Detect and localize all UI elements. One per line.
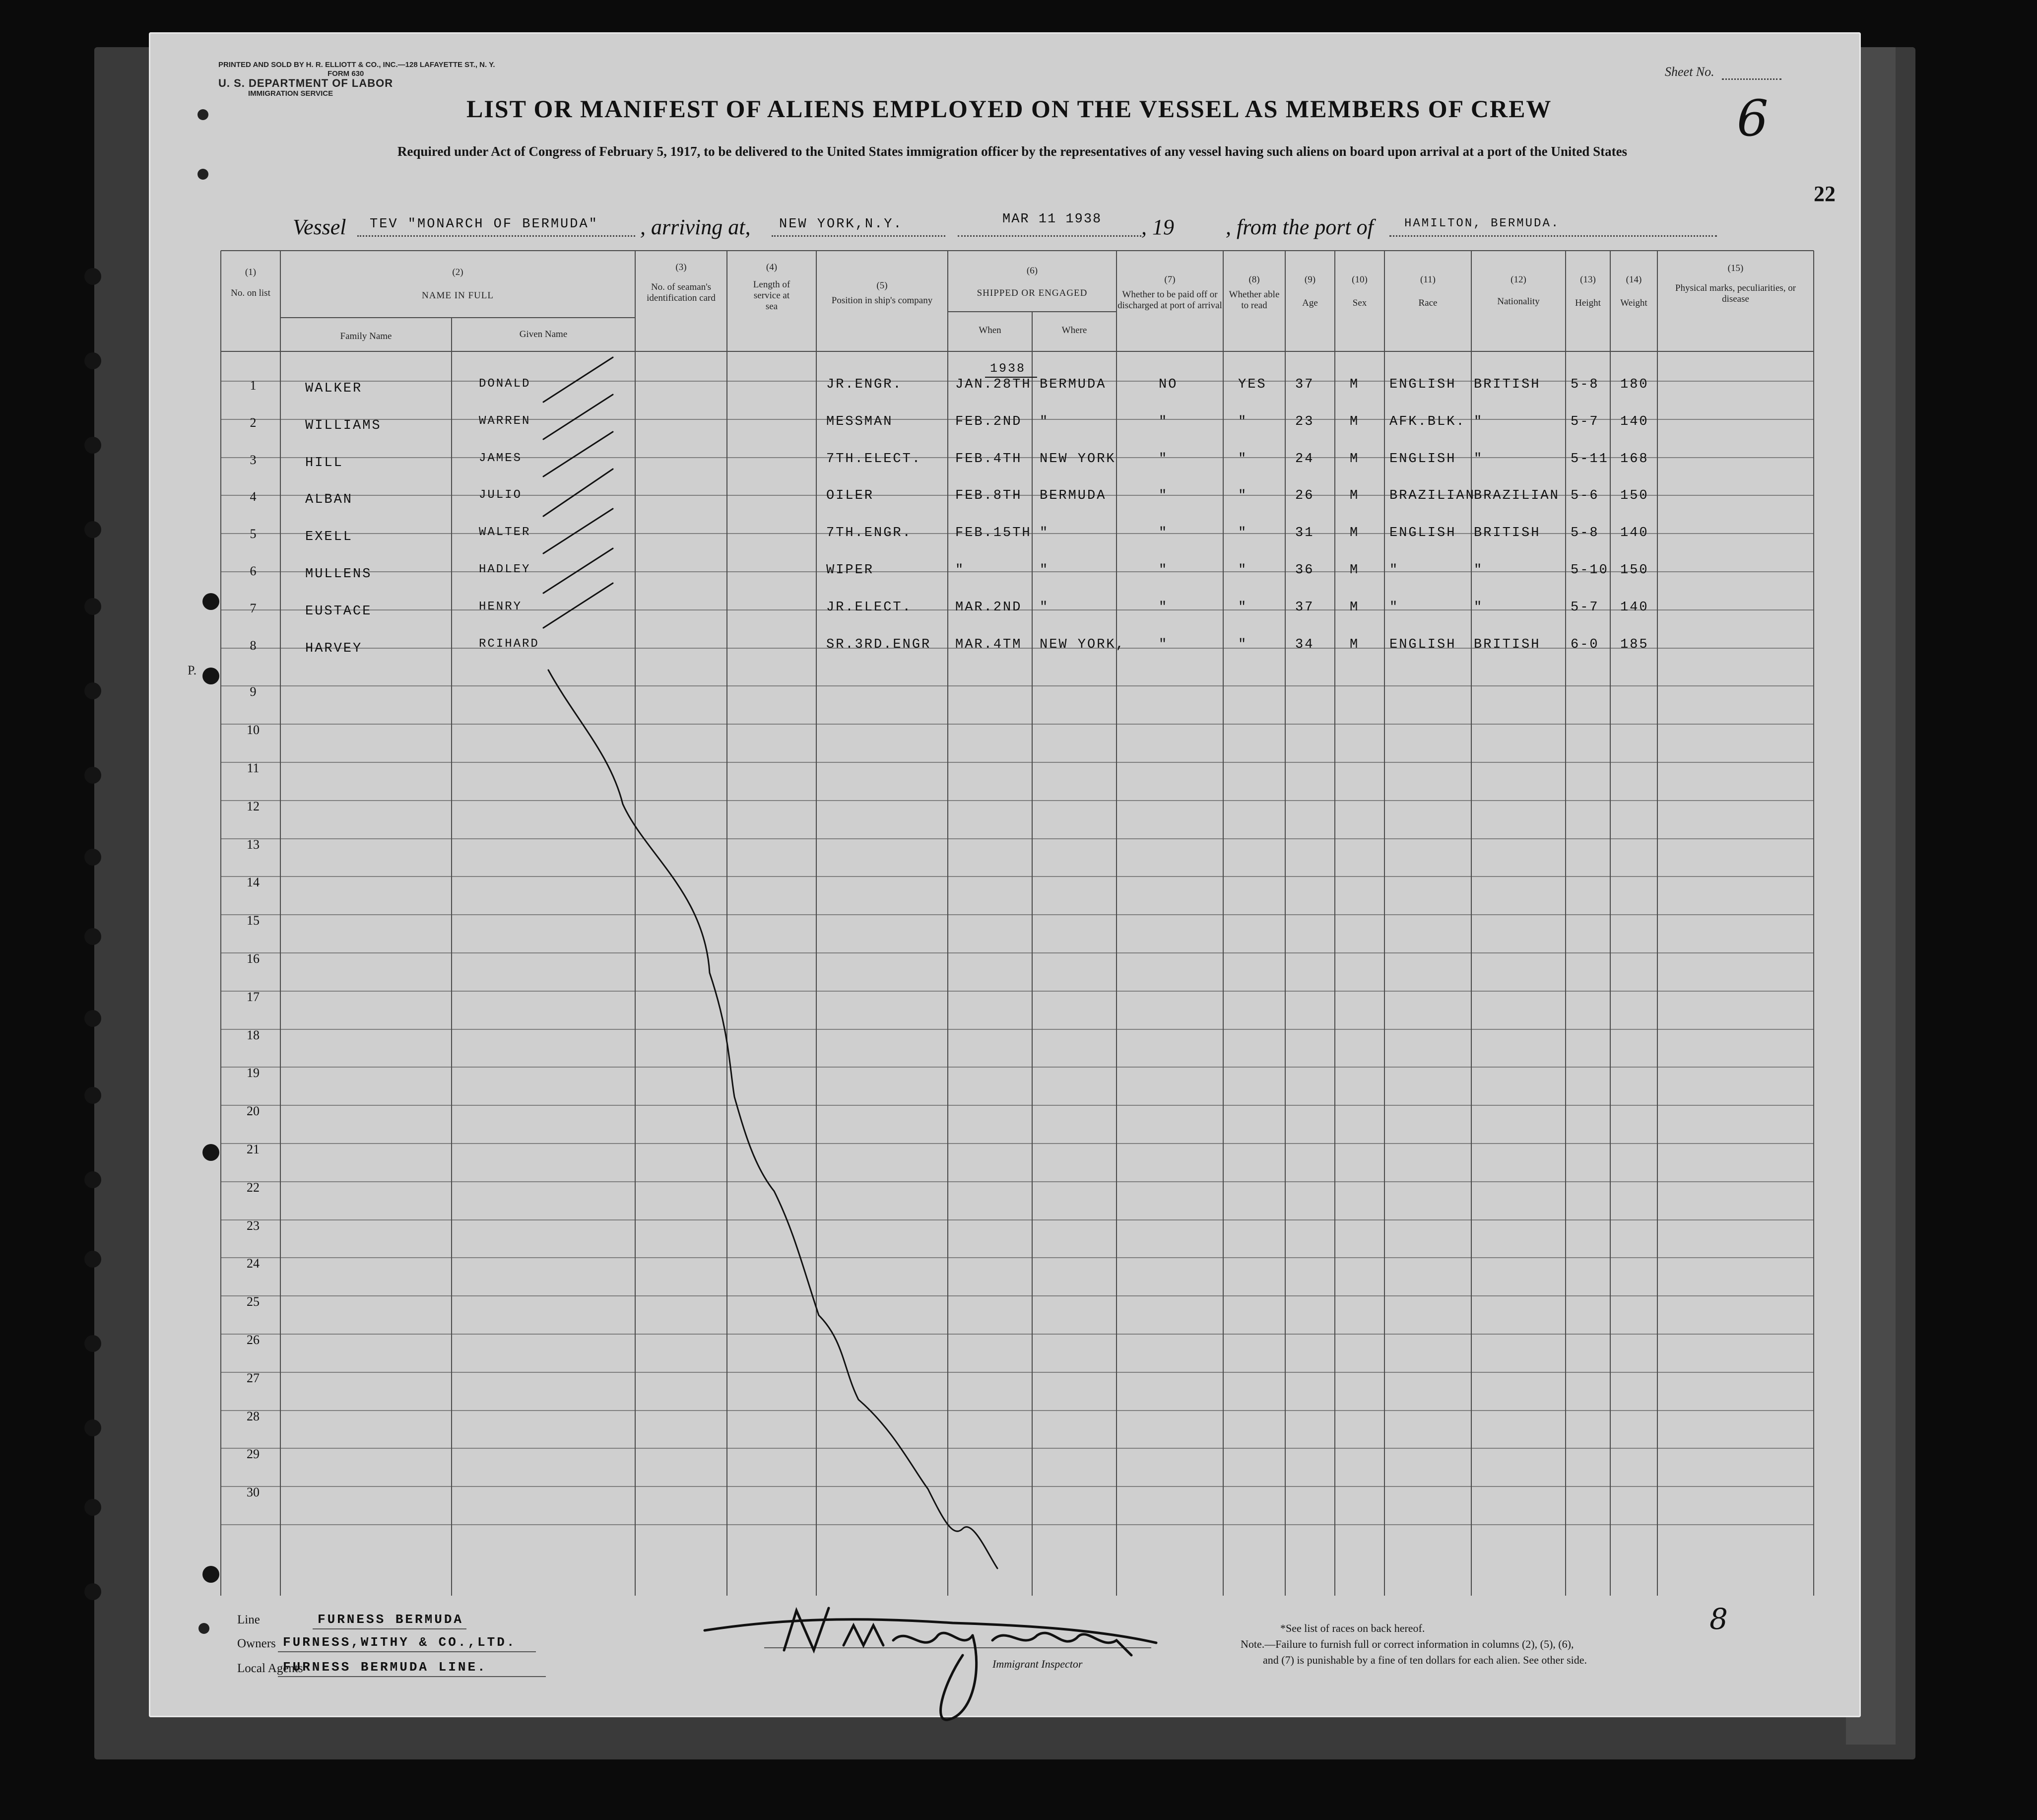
race-cell: ENGLISH — [1389, 526, 1456, 540]
line-value: FURNESS BERMUDA — [318, 1612, 464, 1627]
read-cell: " — [1238, 637, 1248, 652]
sheet-no-label: Sheet No. — [1665, 65, 1714, 79]
weight-cell: 140 — [1620, 600, 1649, 615]
read-cell: " — [1238, 600, 1248, 615]
age-cell: 31 — [1295, 526, 1314, 540]
age-cell: 24 — [1295, 452, 1314, 467]
read-cell: " — [1238, 563, 1248, 578]
penalty-note-2: and (7) is punishable by a fine of ten dollars for each alien. See other side. — [1263, 1654, 1587, 1666]
race-cell: " — [1389, 563, 1399, 578]
given-name: DONALD — [479, 377, 531, 391]
row-number: 21 — [247, 1142, 260, 1156]
row-number: 14 — [247, 875, 260, 889]
col-11-number: (11) — [1420, 274, 1436, 285]
height-cell: 6-0 — [1571, 637, 1599, 652]
when-cell: " — [955, 563, 965, 578]
col-2-number: (2) — [452, 267, 463, 277]
race-cell: ENGLISH — [1389, 377, 1456, 392]
sex-cell: M — [1350, 452, 1360, 467]
where-cell: NEW YORK — [1040, 452, 1116, 467]
family-name: ALBAN — [305, 492, 353, 507]
row-number: 6 — [250, 564, 257, 578]
col-7-number: (7) — [1164, 274, 1176, 285]
read-cell: " — [1238, 526, 1248, 540]
given-name: HENRY — [479, 600, 523, 613]
family-name: WALKER — [305, 381, 363, 396]
col-6a-header: When — [979, 325, 1001, 336]
sex-cell: M — [1350, 414, 1360, 429]
departure-port: HAMILTON, BERMUDA. — [1404, 217, 1560, 230]
col-5-header: Position in ship's company — [831, 295, 933, 306]
crew-tally: 8 — [1709, 1602, 1728, 1636]
col-2b-header: Given Name — [519, 329, 568, 339]
row-number: 4 — [250, 489, 257, 504]
row-number: 20 — [247, 1104, 260, 1118]
weight-cell: 140 — [1620, 414, 1649, 429]
row-number: 1 — [250, 378, 257, 393]
owners-value: FURNESS,WITHY & CO.,LTD. — [283, 1635, 517, 1650]
paid-cell: " — [1159, 414, 1169, 429]
age-cell: 26 — [1295, 488, 1314, 503]
paid-cell: " — [1159, 637, 1169, 652]
row-number: 17 — [247, 990, 260, 1004]
arriving-port: NEW YORK,N.Y. — [779, 217, 903, 232]
col-10-number: (10) — [1352, 274, 1368, 285]
family-name: EUSTACE — [305, 604, 372, 619]
nationality-cell: BRAZILIAN — [1474, 488, 1560, 503]
year-label: , 19 — [1141, 215, 1174, 239]
service-name: IMMIGRATION SERVICE — [248, 89, 333, 98]
row-number: 28 — [247, 1409, 260, 1423]
col-9-number: (9) — [1304, 274, 1316, 285]
weight-cell: 140 — [1620, 526, 1649, 540]
race-cell: BRAZILIAN — [1389, 488, 1475, 503]
age-cell: 36 — [1295, 563, 1314, 578]
vessel-name: TEV "MONARCH OF BERMUDA" — [370, 217, 598, 232]
age-cell: 23 — [1295, 414, 1314, 429]
given-name: HADLEY — [479, 563, 531, 576]
paid-cell: " — [1159, 488, 1169, 503]
row-number: 9 — [250, 684, 257, 699]
row-number: 29 — [247, 1447, 260, 1461]
position-cell: JR.ELECT. — [826, 600, 912, 615]
row-number: 16 — [247, 951, 260, 966]
manifest-title: LIST OR MANIFEST OF ALIENS EMPLOYED ON THE VESSEL AS MEMBERS OF CREW — [466, 95, 1552, 123]
row-number: 22 — [247, 1180, 260, 1195]
col-15-header: Physical marks, peculiarities, or disease — [1675, 283, 1796, 304]
family-name: EXELL — [305, 530, 353, 544]
when-cell: FEB.2ND — [955, 414, 1022, 429]
read-cell: " — [1238, 452, 1248, 467]
col-11-header: Race — [1418, 298, 1438, 308]
paid-cell: " — [1159, 452, 1169, 467]
family-name: HILL — [305, 456, 343, 471]
row-number: 15 — [247, 913, 260, 928]
weight-cell: 185 — [1620, 637, 1649, 652]
row-number: 26 — [247, 1333, 260, 1347]
sex-cell: M — [1350, 526, 1360, 540]
nationality-cell: BRITISH — [1474, 377, 1541, 392]
height-cell: 5-7 — [1571, 600, 1599, 615]
given-name: JAMES — [479, 452, 523, 465]
nationality-cell: BRITISH — [1474, 526, 1541, 540]
position-cell: SR.3RD.ENGR — [826, 637, 931, 652]
family-name: WILLIAMS — [305, 418, 382, 433]
nationality-cell: " — [1474, 563, 1484, 578]
col-1-number: (1) — [245, 267, 257, 277]
page-number: 22 — [1814, 182, 1836, 206]
row-number: 2 — [250, 415, 257, 430]
manifest-subtitle: Required under Act of Congress of February 5, 1917, to be delivered to the United States immigration officer by the representatives of any vessel having such aliens on board upon arrival at a port of the United States — [397, 144, 1628, 159]
col-10-header: Sex — [1352, 298, 1367, 308]
given-name: JULIO — [479, 488, 523, 502]
col-6b-header: Where — [1061, 325, 1087, 336]
printer-imprint: PRINTED AND SOLD BY H. R. ELLIOTT & CO., INC.—128 LAFAYETTE ST., N. Y. — [218, 61, 495, 69]
form-number: FORM 630 — [328, 69, 364, 78]
where-cell: " — [1040, 563, 1050, 578]
col-15-number: (15) — [1727, 263, 1744, 273]
col-5-number: (5) — [876, 280, 888, 291]
age-cell: 37 — [1295, 600, 1314, 615]
height-cell: 5-8 — [1571, 526, 1599, 540]
race-cell: ENGLISH — [1389, 452, 1456, 467]
where-cell: " — [1040, 414, 1050, 429]
col-4-number: (4) — [766, 262, 778, 272]
nationality-cell: " — [1474, 414, 1484, 429]
col-12-number: (12) — [1511, 274, 1526, 285]
nationality-cell: " — [1474, 600, 1484, 615]
row-number: 19 — [247, 1066, 260, 1080]
col-2-header: NAME IN FULL — [422, 290, 494, 301]
col-6-number: (6) — [1026, 266, 1038, 276]
arriving-label: , arriving at, — [640, 215, 751, 239]
row-number: 11 — [247, 761, 260, 775]
col-3-header: No. of seaman's identification card — [647, 282, 716, 303]
local-agents-label: Local Agents — [237, 1662, 303, 1675]
row-number: 25 — [247, 1294, 260, 1309]
sex-cell: M — [1350, 637, 1360, 652]
weight-cell: 180 — [1620, 377, 1649, 392]
row-number: 18 — [247, 1028, 260, 1042]
age-cell: 34 — [1295, 637, 1314, 652]
row-number: 30 — [247, 1485, 260, 1499]
where-cell: " — [1040, 526, 1050, 540]
row-number: 23 — [247, 1218, 260, 1233]
paid-cell: NO — [1159, 377, 1178, 392]
position-cell: JR.ENGR. — [826, 377, 903, 392]
given-name: WALTER — [479, 526, 531, 539]
margin-mark: P. — [188, 663, 197, 677]
where-cell: NEW YORK, — [1040, 637, 1125, 652]
position-cell: 7TH.ELECT. — [826, 452, 922, 467]
sex-cell: M — [1350, 488, 1360, 503]
given-name: RCIHARD — [479, 637, 539, 651]
col-6-header: SHIPPED OR ENGAGED — [977, 288, 1088, 298]
position-cell: MESSMAN — [826, 414, 893, 429]
local-agents-value: FURNESS BERMUDA LINE. — [283, 1660, 487, 1675]
sex-cell: M — [1350, 600, 1360, 615]
position-cell: 7TH.ENGR. — [826, 526, 912, 540]
row-number: 7 — [250, 601, 257, 615]
col-14-header: Weight — [1620, 298, 1647, 308]
row-number: 5 — [250, 527, 257, 541]
arrival-date: MAR 11 1938 — [1002, 212, 1102, 227]
read-cell: " — [1238, 488, 1248, 503]
col-1-header: No. on list — [231, 288, 270, 298]
row-number: 12 — [247, 799, 260, 813]
sex-cell: M — [1350, 377, 1360, 392]
nationality-cell: " — [1474, 452, 1484, 467]
nationality-cell: BRITISH — [1474, 637, 1541, 652]
col-2a-header: Family Name — [340, 331, 392, 341]
paid-cell: " — [1159, 563, 1169, 578]
from-port-label: , from the port of — [1226, 215, 1374, 239]
col-12-header: Nationality — [1497, 296, 1540, 307]
col-7-header: Whether to be paid off or discharged at port of arrival — [1117, 289, 1222, 311]
penalty-note-1: Note.—Failure to furnish full or correct information in columns (2), (5), (6), — [1241, 1638, 1574, 1650]
col-8-number: (8) — [1248, 274, 1260, 285]
col-13-header: Height — [1575, 298, 1601, 308]
sheet-no-value: 6 — [1737, 89, 1769, 147]
paid-cell: " — [1159, 600, 1169, 615]
department-name: U. S. DEPARTMENT OF LABOR — [218, 77, 394, 89]
race-cell: AFK.BLK. — [1389, 414, 1466, 429]
position-cell: WIPER — [826, 563, 874, 578]
vessel-label: Vessel — [293, 215, 346, 239]
height-cell: 5-10 — [1571, 563, 1609, 578]
col-8-header: Whether able to read — [1229, 289, 1280, 311]
where-cell: BERMUDA — [1040, 488, 1107, 503]
col-4-header: Length of service at sea — [753, 279, 790, 312]
col-9-header: Age — [1302, 298, 1318, 308]
race-cell: ENGLISH — [1389, 637, 1456, 652]
height-cell: 5-7 — [1571, 414, 1599, 429]
where-cell: BERMUDA — [1040, 377, 1107, 392]
weight-cell: 150 — [1620, 563, 1649, 578]
row-number: 8 — [250, 638, 257, 653]
row-number: 10 — [247, 723, 260, 737]
position-cell: OILER — [826, 488, 874, 503]
age-cell: 37 — [1295, 377, 1314, 392]
when-cell: MAR.2ND — [955, 600, 1022, 615]
height-cell: 5-8 — [1571, 377, 1599, 392]
year-annotation: 1938 — [990, 361, 1026, 376]
weight-cell: 150 — [1620, 488, 1649, 503]
when-cell: FEB.15TH — [955, 526, 1032, 540]
height-cell: 5-6 — [1571, 488, 1599, 503]
inspector-label: Immigrant Inspector — [992, 1658, 1083, 1670]
col-13-number: (13) — [1580, 274, 1596, 285]
read-cell: " — [1238, 414, 1248, 429]
height-cell: 5-11 — [1571, 452, 1609, 467]
row-number: 24 — [247, 1256, 260, 1271]
races-note: *See list of races on back hereof. — [1280, 1622, 1425, 1634]
col-14-number: (14) — [1626, 274, 1642, 285]
weight-cell: 168 — [1620, 452, 1649, 467]
row-number: 27 — [247, 1371, 260, 1385]
when-cell: FEB.4TH — [955, 452, 1022, 467]
when-cell: JAN.28TH — [955, 377, 1032, 392]
line-label: Line — [237, 1613, 260, 1626]
col-3-number: (3) — [675, 262, 687, 272]
when-cell: FEB.8TH — [955, 488, 1022, 503]
row-number: 13 — [247, 837, 260, 852]
family-name: HARVEY — [305, 641, 363, 656]
race-cell: " — [1389, 600, 1399, 615]
when-cell: MAR.4TM — [955, 637, 1022, 652]
given-name: WARREN — [479, 414, 531, 428]
read-cell: YES — [1238, 377, 1267, 392]
sex-cell: M — [1350, 563, 1360, 578]
row-number: 3 — [250, 453, 257, 467]
paid-cell: " — [1159, 526, 1169, 540]
owners-label: Owners — [237, 1637, 276, 1650]
family-name: MULLENS — [305, 567, 372, 582]
where-cell: " — [1040, 600, 1050, 615]
